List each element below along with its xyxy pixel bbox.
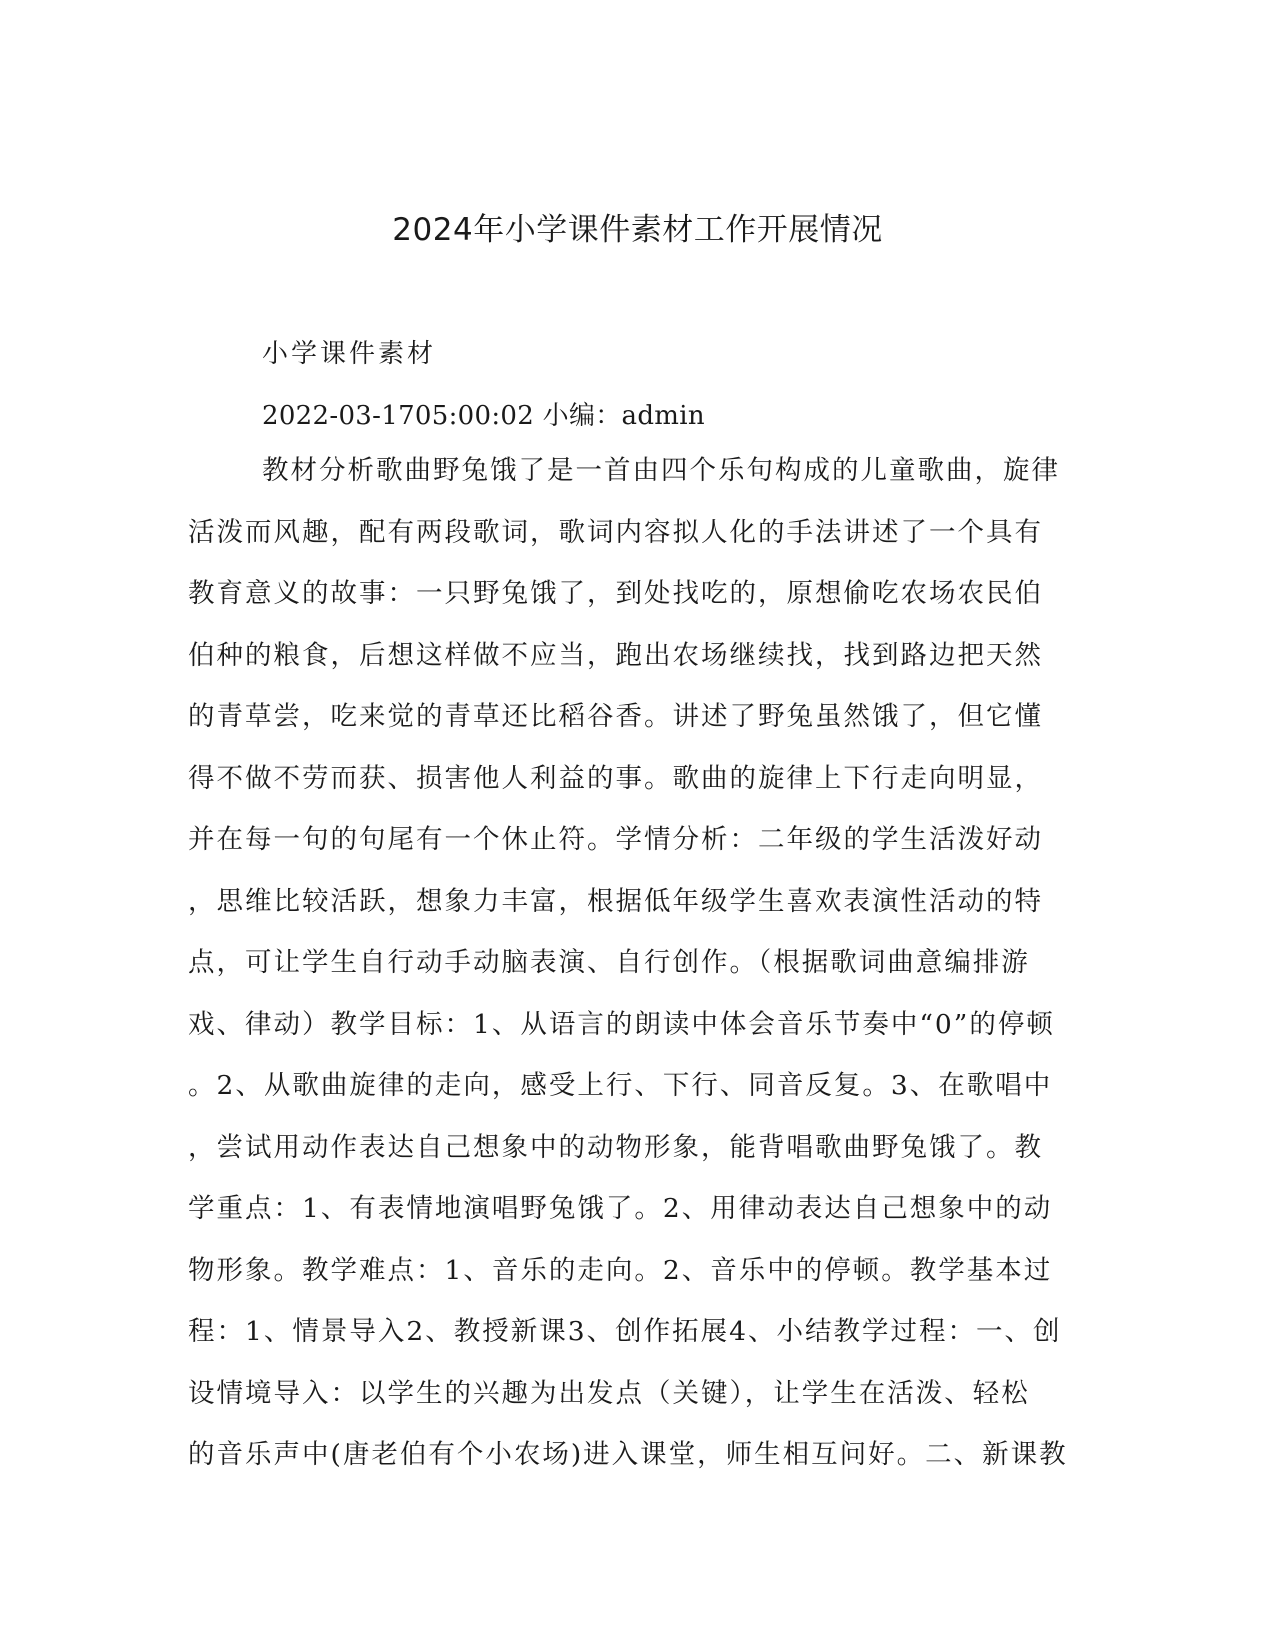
document-title: 2024年小学课件素材工作开展情况: [392, 212, 883, 248]
body-paragraph: [188, 440, 1088, 1486]
body-line: ，思维比较活跃，想象力丰富，根据低年级学生喜欢表演性活动的特: [188, 885, 1043, 917]
body-line: 伯种的粮食，后想这样做不应当，跑出农场继续找，找到路边把天然: [188, 639, 1043, 671]
body-line: 程：1、情景导入2、教授新课3、创作拓展4、小结教学过程：一、创: [188, 1316, 1062, 1347]
body-line: 学重点：1、有表情地演唱野兔饿了。2、用律动表达自己想象中的动: [188, 1193, 1053, 1224]
body-line: 戏、律动）教学目标：1、从语言的朗读中体会音乐节奏中“0”的停顿: [188, 1008, 1055, 1040]
body-line: 的青草尝，吃来觉的青草还比稻谷香。讲述了野兔虽然饿了，但它懂: [188, 701, 1043, 732]
body-line: 的音乐声中(唐老伯有个小农场)进入课堂，师生相互问好。二、新课教: [188, 1439, 1068, 1470]
body-line: 。2、从歌曲旋律的走向，感受上行、下行、同音反复。3、在歌唱中: [188, 1070, 1053, 1101]
body-line: 点，可让学生自行动手动脑表演、自行创作。（根据歌词曲意编排游: [188, 947, 1030, 978]
date-author-line: 2022-03-1705:00:02 小编：admin: [262, 401, 705, 431]
body-line: 设情境导入：以学生的兴趣为出发点（关键），让学生在活泼、轻松: [188, 1377, 1030, 1409]
body-line: ，尝试用动作表达自己想象中的动物形象，能背唱歌曲野兔饿了。教: [188, 1131, 1043, 1163]
body-line: 教材分析歌曲野兔饿了是一首由四个乐句构成的儿童歌曲，旋律: [262, 455, 1060, 486]
body-line: 得不做不劳而获、损害他人利益的事。歌曲的旋律上下行走向明显，: [188, 762, 1043, 794]
body-line: 活泼而风趣，配有两段歌词，歌词内容拟人化的手法讲述了一个具有: [188, 516, 1043, 548]
body-line: 教育意义的故事：一只野兔饿了，到处找吃的，原想偷吃农场农民伯: [188, 578, 1043, 609]
body-line: 物形象。教学难点：1、音乐的走向。2、音乐中的停顿。教学基本过: [188, 1254, 1053, 1286]
category-label: 小学课件素材: [262, 339, 437, 369]
body-line: 并在每一句的句尾有一个休止符。学情分析：二年级的学生活泼好动: [188, 824, 1043, 855]
